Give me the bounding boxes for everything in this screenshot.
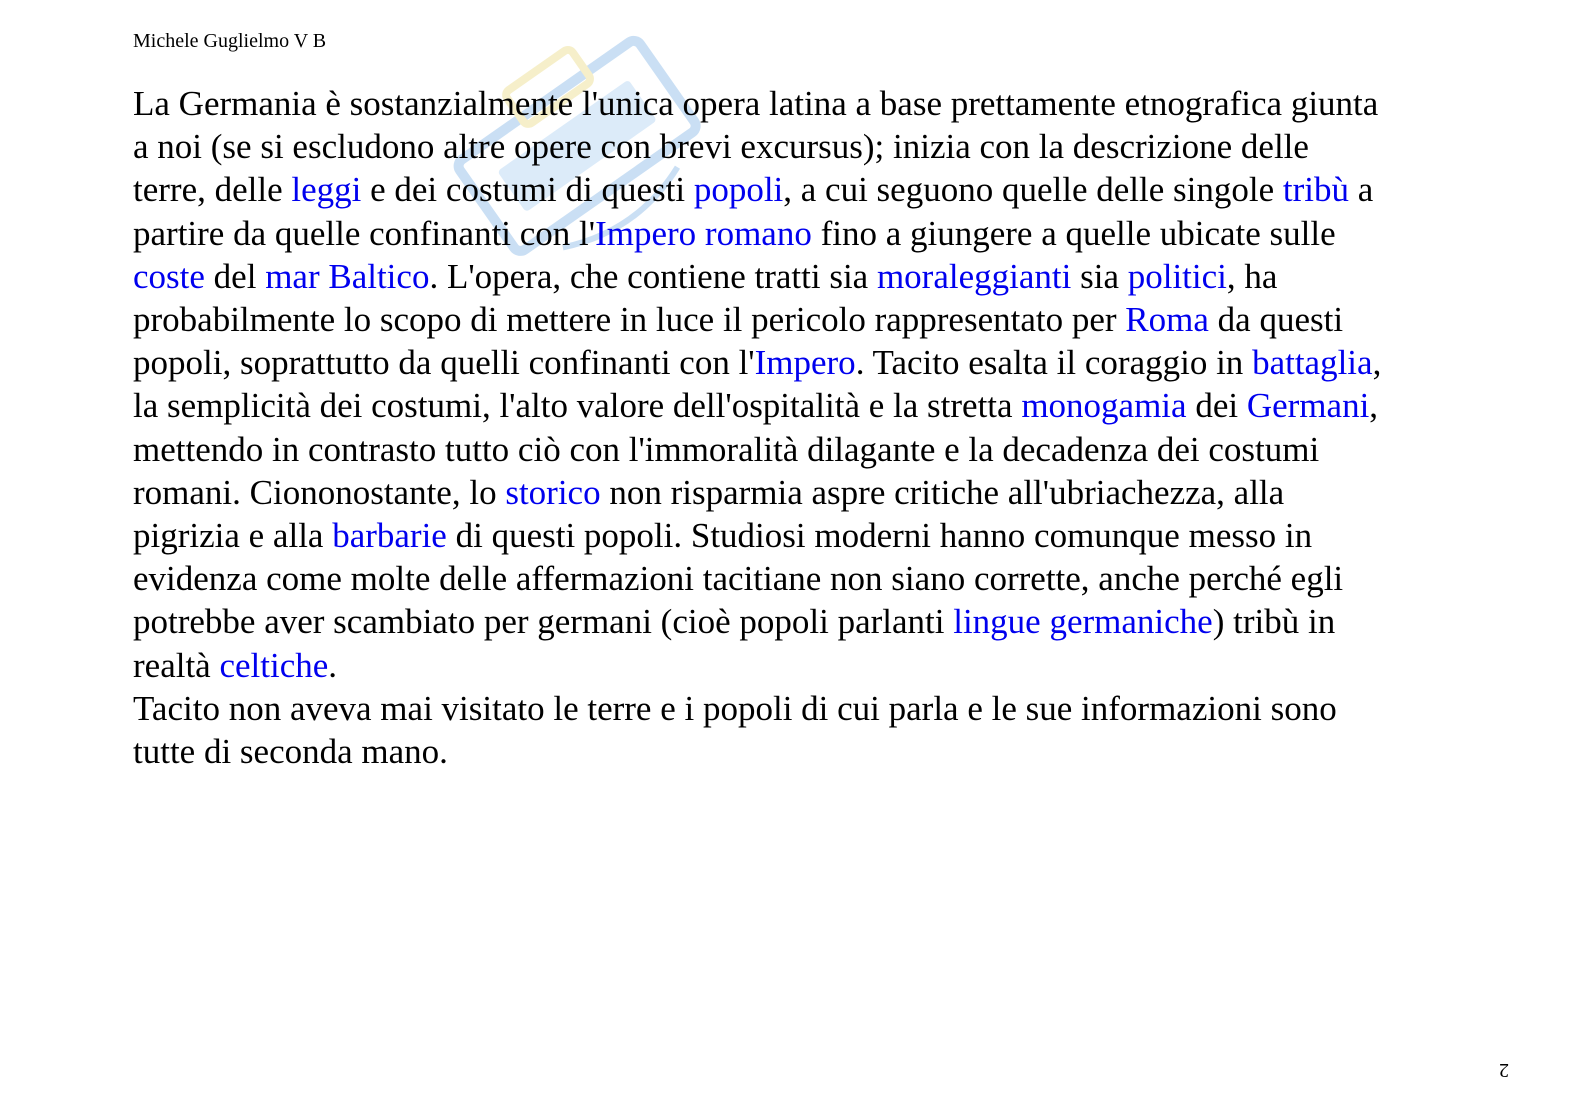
hyperlink[interactable]: leggi	[291, 170, 362, 210]
text-line	[133, 384, 1473, 427]
text-run: del	[204, 256, 266, 296]
paragraph	[133, 687, 1473, 773]
text-run: terre, delle	[133, 170, 292, 210]
text-run: dei	[1186, 386, 1247, 426]
hyperlink[interactable]: coste	[133, 256, 205, 296]
text-line	[133, 687, 1473, 730]
text-line	[133, 600, 1473, 643]
hyperlink[interactable]: Impero romano	[595, 213, 812, 253]
text-line	[133, 341, 1473, 384]
text-line	[133, 125, 1473, 168]
text-run: , ha	[1226, 256, 1278, 296]
document-body	[133, 82, 1473, 773]
text-run: evidenza come molte delle affermazioni tacitiane non siano corrette, anche perché egli	[133, 559, 1344, 599]
hyperlink[interactable]: storico	[505, 472, 601, 512]
text-line	[133, 212, 1473, 255]
text-run: non risparmia aspre critiche all'ubriachezza, alla	[600, 472, 1285, 512]
hyperlink[interactable]: Germani	[1246, 386, 1370, 426]
text-line	[133, 514, 1473, 557]
text-run: la semplicità dei costumi, l'alto valore dell'ospitalità e la stretta	[133, 386, 1022, 426]
hyperlink[interactable]: monogamia	[1021, 386, 1187, 426]
text-run: partire da quelle confinanti con l'	[133, 213, 596, 253]
text-run: tutte di seconda mano.	[133, 732, 448, 772]
text-line	[133, 82, 1473, 125]
hyperlink[interactable]: Roma	[1125, 300, 1209, 340]
text-run: . Tacito esalta il coraggio in	[855, 343, 1253, 383]
text-run: .	[328, 645, 338, 685]
paragraph	[133, 82, 1473, 687]
text-run: romani. Ciononostante, lo	[133, 472, 506, 512]
text-line	[133, 168, 1473, 211]
text-line	[133, 557, 1473, 600]
text-run: , a cui seguono quelle delle singole	[783, 170, 1283, 210]
text-run: di questi popoli. Studiosi moderni hanno comunque messo in	[446, 516, 1313, 556]
hyperlink[interactable]: mar Baltico	[265, 256, 430, 296]
text-line	[133, 644, 1473, 687]
text-run: pigrizia e alla	[133, 516, 333, 556]
hyperlink[interactable]: battaglia	[1252, 343, 1373, 383]
text-line	[133, 730, 1473, 773]
text-run: ) tribù in	[1212, 602, 1336, 642]
text-run: realtà	[133, 645, 220, 685]
text-run: a noi (se si escludono altre opere con brevi excursus); inizia con la descrizione delle	[133, 127, 1309, 167]
hyperlink[interactable]: politici	[1127, 256, 1227, 296]
text-line	[133, 255, 1473, 298]
text-run: . L'opera, che contiene tratti sia	[429, 256, 877, 296]
hyperlink[interactable]: Impero	[754, 343, 856, 383]
hyperlink[interactable]: moraleggianti	[876, 256, 1072, 296]
author-header: Michele Guglielmo V B	[133, 30, 327, 52]
text-run: ,	[1372, 343, 1382, 383]
text-run: sia	[1071, 256, 1128, 296]
hyperlink[interactable]: barbarie	[332, 516, 447, 556]
text-run: ,	[1369, 386, 1379, 426]
page-number: 2	[1499, 1059, 1509, 1081]
text-line	[133, 428, 1473, 471]
text-run: potrebbe aver scambiato per germani (cioè popoli parlanti	[133, 602, 954, 642]
text-run: Tacito non aveva mai visitato le terre e i popoli di cui parla e le sue informazioni sono	[133, 688, 1337, 728]
text-line	[133, 298, 1473, 341]
text-run: a	[1348, 170, 1374, 210]
text-run: popoli, soprattutto da quelli confinanti con l'	[133, 343, 755, 383]
text-line	[133, 471, 1473, 514]
hyperlink[interactable]: tribù	[1282, 170, 1349, 210]
text-run: probabilmente lo scopo di mettere in luce il pericolo rappresentato per	[133, 300, 1126, 340]
hyperlink[interactable]: lingue germaniche	[953, 602, 1213, 642]
text-run: da questi	[1208, 300, 1344, 340]
hyperlink[interactable]: popoli	[693, 170, 784, 210]
hyperlink[interactable]: celtiche	[219, 645, 329, 685]
text-run: La Germania è sostanzialmente l'unica opera latina a base prettamente etnografica giunta	[133, 84, 1379, 123]
text-run: mettendo in contrasto tutto ciò con l'immoralità dilagante e la decadenza dei costumi	[133, 429, 1320, 469]
text-run: fino a giungere a quelle ubicate sulle	[811, 213, 1336, 253]
text-run: e dei costumi di questi	[361, 170, 694, 210]
